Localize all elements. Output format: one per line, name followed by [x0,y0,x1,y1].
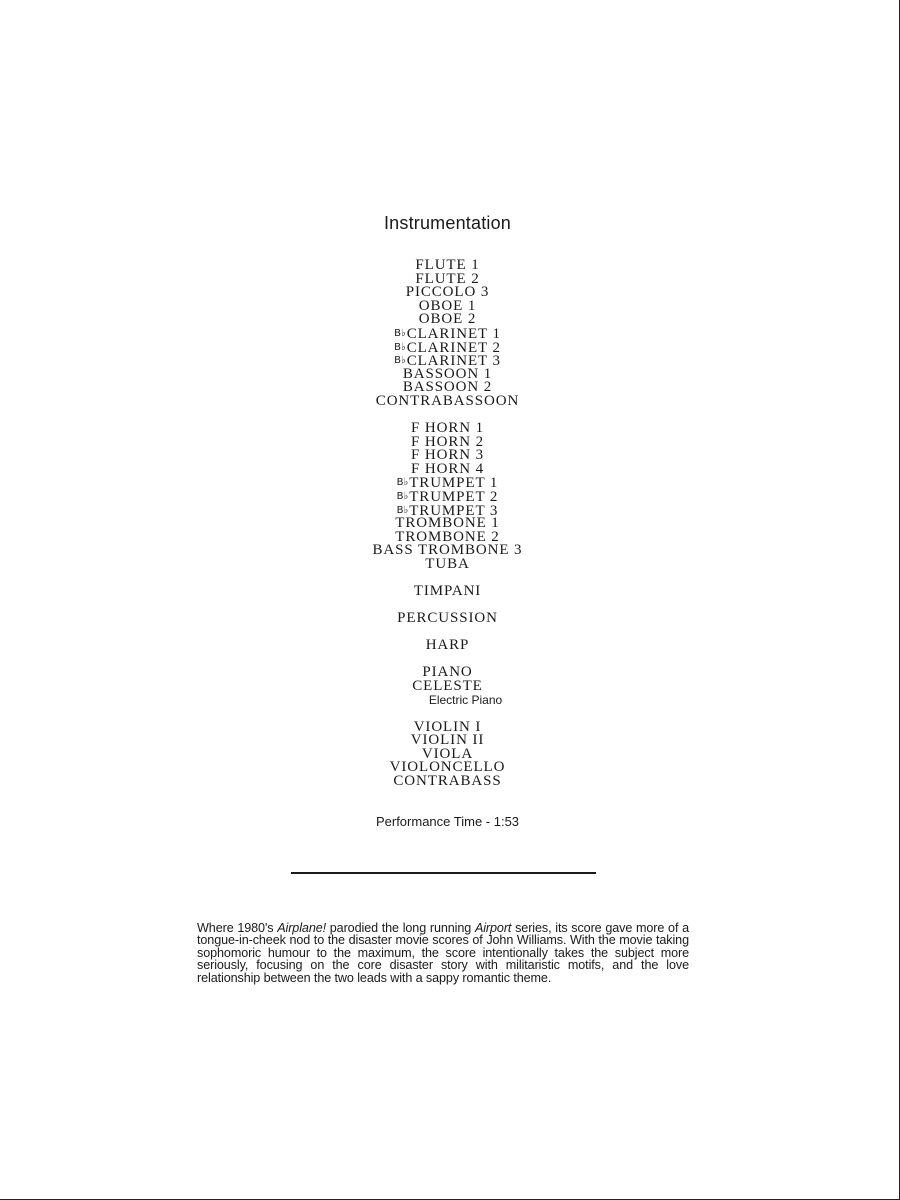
instrument-label: PIANO [422,664,473,681]
instrument-label: TROMBONE 2 [395,528,500,545]
instrument-item [0,612,895,626]
instrument-label: FLUTE 1 [415,257,480,273]
instrument-label: BASSOON 2 [402,379,493,396]
instrument-label: TUBA [425,555,470,572]
key-signature: B♭ [394,341,406,353]
instrument-label: CELESTE [412,677,483,694]
instrument-label: BASS TROMBONE 3 [372,542,523,559]
instrument-group-timpani [0,585,895,599]
instrument-list [0,259,895,789]
instrument-item [0,392,895,409]
instrument-label: VIOLIN II [410,732,485,749]
instrument-label: CLARINET 3 [406,353,501,370]
instrument-label: Electric Piano [428,692,503,707]
instrument-label: CLARINET 2 [406,339,501,356]
instrument-label: OBOE 2 [418,311,477,328]
instrument-label: VIOLIN I [413,718,482,735]
instrument-label: CONTRABASS [393,773,502,789]
film-title: Airplane! [277,921,327,935]
series-title: Airport [474,921,512,935]
instrument-label: TRUMPET 3 [409,502,499,519]
key-signature: B♭ [396,477,409,489]
key-signature: B♭ [394,327,406,339]
page-title: Instrumentation [383,213,512,233]
instrument-label: BASSOON 1 [402,365,493,382]
instrument-group-harp [0,639,895,653]
instrument-item [0,490,895,504]
instrument-item [0,476,895,490]
instrument-item [0,775,895,789]
instrument-label: TIMPANI [413,583,482,600]
instrument-label: TROMBONE 1 [395,515,500,532]
instrument-group-brass [0,422,895,572]
instrument-label: CLARINET 1 [406,325,501,342]
key-signature: B♭ [394,355,406,367]
instrument-group-percussion [0,612,895,626]
instrument-label: PICCOLO 3 [405,284,490,301]
key-signature: B♭ [396,504,409,516]
instrument-item [0,639,895,653]
instrument-label: TRUMPET 2 [409,489,499,505]
instrument-label: PERCUSSION [397,610,498,627]
instrument-item [0,585,895,599]
instrument-label: F HORN 2 [410,433,485,450]
instrument-label: VIOLA [421,745,474,762]
instrument-item [0,694,895,708]
instrument-group-keyboards [0,666,895,707]
performance-time: Performance Time - 1:53 [375,814,520,829]
program-note: Where 1980's Airplane! parodied the long running Airport series, its score gave more of a tongue-in-cheek nod to the disaster movie scores of John Williams. With the movie taking sophomoric humour to the maximum, the score intentionally takes the subject more seriously, focusing on the core disaster story with militaristic motifs, and the love relationship between the two leads with a sappy romantic theme. [197,921,689,985]
instrument-label: TRUMPET 1 [409,475,499,492]
instrument-group-woodwinds [0,259,895,409]
instrument-label: F HORN 1 [410,420,485,437]
instrument-item [0,555,895,572]
instrument-item [0,677,895,694]
instrument-item [0,460,895,477]
instrument-label: VIOLONCELLO [389,759,506,776]
instrument-group-strings [0,718,895,789]
instrument-label: FLUTE 2 [415,270,480,287]
instrument-label: OBOE 1 [418,297,477,314]
instrument-item [0,313,895,327]
key-signature: B♭ [396,491,409,502]
instrument-label: CONTRABASSOON [375,392,520,409]
instrument-label: F HORN 3 [410,447,485,464]
divider [291,872,596,874]
instrument-label: F HORN 4 [410,460,485,477]
instrument-label: HARP [425,637,470,654]
instrument-item [0,327,895,341]
instrument-item [0,341,895,355]
